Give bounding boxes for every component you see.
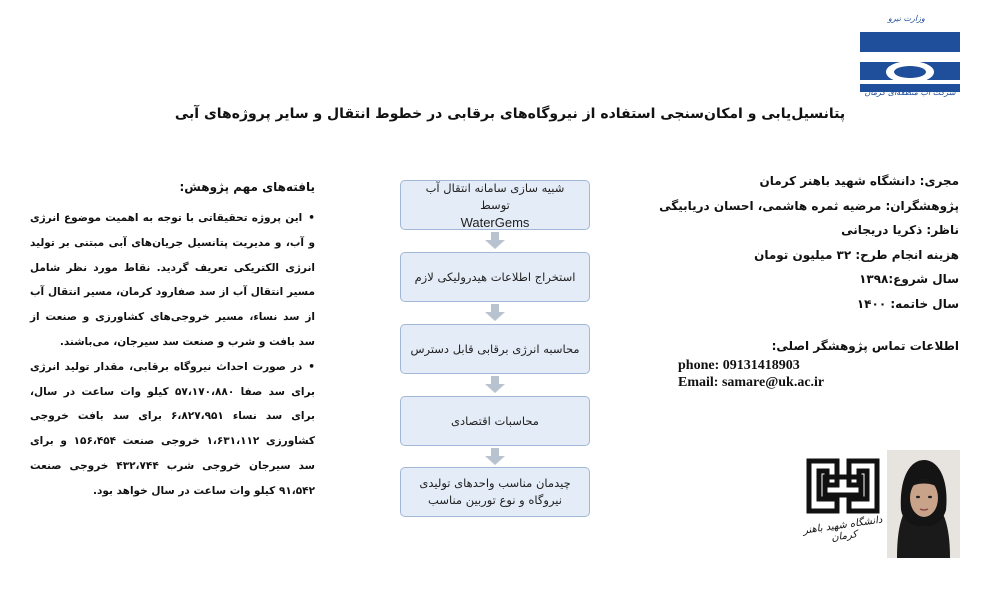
flow-step-5-line1: چیدمان مناسب واحدهای تولیدی bbox=[419, 476, 571, 490]
company-label: شرکت آب منطقه‌ای کرمان bbox=[864, 88, 956, 97]
project-info bbox=[659, 174, 959, 321]
findings-text bbox=[30, 206, 315, 504]
flow-step-energy bbox=[400, 324, 590, 374]
flow-step-1-line2: WaterGems bbox=[460, 214, 530, 230]
arrow-down-icon bbox=[485, 232, 505, 249]
page-title: پتانسیل‌یابی و امکان‌سنجی استفاده از نیروگاه‌های برقابی در خطوط انتقال و سایر پروژه‌های آبی bbox=[174, 106, 846, 122]
ministry-label: وزارت نیرو bbox=[888, 14, 925, 23]
finding-2 bbox=[30, 355, 315, 504]
start-year-text: سال شروع:۱۳۹۸ bbox=[859, 272, 959, 286]
researcher-photo bbox=[887, 450, 960, 558]
flow-step-5-line2: نیروگاه و نوع توربین مناسب bbox=[428, 493, 562, 507]
finding-1-text: این پروژه تحقیقاتی با توجه به اهمیت موضوع انرژی و آب، و مدیریت پتانسیل جریان‌های آبی مبتنی بر تولید انرژی الکتریکی تعریف گردید. نقاط مورد نظر شامل مسیر انتقال آب از سد صفارود کرمان، مسیر انتقال آب از سد نساء، مسیر خروجی‌های کشاورزی و صنعت از سد بافت و شرب و صنعت سد سیرجان، می‌باشند. bbox=[30, 212, 315, 348]
flow-step-economic bbox=[400, 396, 590, 446]
cost-text: هزینه انجام طرح: ۳۲ میلیون تومان bbox=[754, 247, 959, 262]
flow-step-1-line1: شبیه سازی سامانه انتقال آب توسط bbox=[425, 180, 565, 212]
flow-step-3-text: محاسبه انرژی برقابی قابل دسترس bbox=[410, 341, 580, 356]
contact-title: اطلاعات تماس پژوهشگر اصلی: bbox=[771, 339, 959, 353]
executor-text: مجری: دانشگاه شهید باهنر کرمان bbox=[759, 174, 959, 188]
flow-step-4-text: محاسبات اقتصادی bbox=[451, 413, 539, 428]
bullet-icon: • bbox=[308, 212, 315, 224]
bullet-icon: • bbox=[308, 360, 315, 373]
findings-title: یافته‌های مهم پژوهش: bbox=[179, 180, 315, 194]
finding-1 bbox=[30, 206, 315, 355]
contact-details bbox=[678, 357, 824, 391]
email-text: Email: samare@uk.ac.ir bbox=[678, 375, 825, 390]
flow-step-2-text: استخراج اطلاعات هیدرولیکی لازم bbox=[414, 269, 576, 284]
supervisor-text: ناظر: ذکریا دریجانی bbox=[841, 223, 959, 237]
arrow-down-icon bbox=[485, 304, 505, 321]
flow-step-hydraulic bbox=[400, 252, 590, 302]
flow-step-layout bbox=[400, 467, 590, 517]
arrow-down-icon bbox=[485, 376, 505, 393]
phone-text: phone: 09131418903 bbox=[678, 358, 800, 373]
end-year-text: سال خاتمه: ۱۴۰۰ bbox=[856, 296, 959, 311]
researchers-text: پژوهشگران: مرضیه ثمره هاشمی، احسان دریابیگی bbox=[659, 198, 959, 213]
arrow-down-icon bbox=[485, 448, 505, 465]
flow-step-simulation bbox=[400, 180, 590, 230]
university-name: دانشگاه شهید باهنر کرمان bbox=[802, 514, 884, 544]
finding-2-text: در صورت احداث نیروگاه برقابی، مقدار تولید انرژی برای سد صفا ۵۷،۱۷۰،۸۸۰ کیلو وات ساعت در سال، برای سد نساء ۶،۸۲۷،۹۵۱ برای سد بافت خروجی کشاورزی ۱،۶۳۱،۱۱۲ خروجی صنعت ۱۵۶،۴۵۴ و برای سد سیرجان خروجی شرب ۴۳۲،۷۴۴ خروجی صنعت ۹۱،۵۴۲ کیلو وات ساعت در سال خواهد بود. bbox=[30, 360, 316, 497]
